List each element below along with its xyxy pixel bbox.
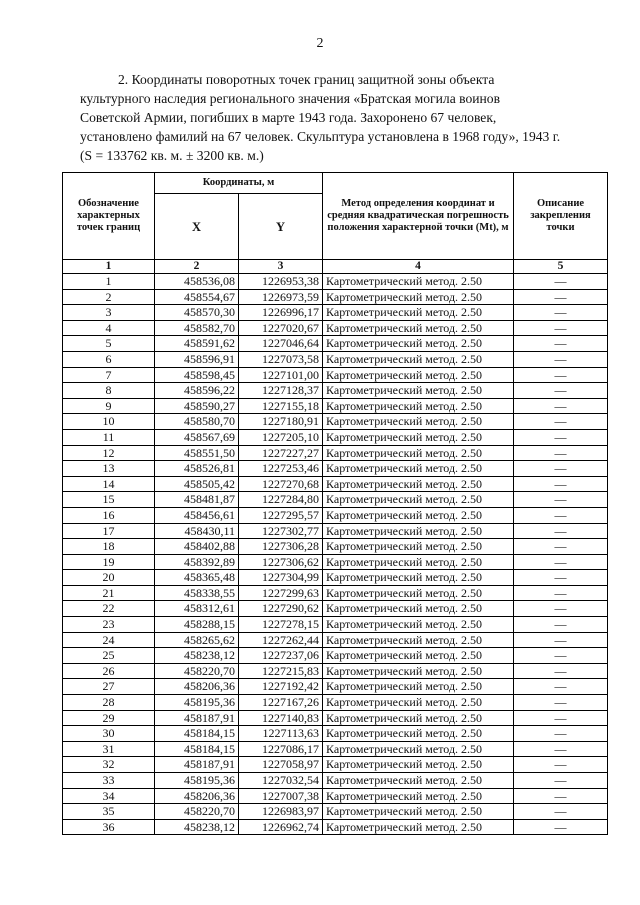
method-cell: Картометрический метод. 2.50	[323, 492, 514, 508]
description-cell: —	[514, 695, 608, 711]
coordinate-x: 458551,50	[155, 445, 239, 461]
point-number: 30	[63, 726, 155, 742]
point-number: 17	[63, 523, 155, 539]
point-number: 6	[63, 351, 155, 367]
point-number: 16	[63, 507, 155, 523]
table-row	[63, 695, 608, 711]
method-cell: Картометрический метод. 2.50	[323, 367, 514, 383]
point-number: 28	[63, 695, 155, 711]
page-number: 2	[316, 36, 324, 51]
coordinate-x: 458220,70	[155, 804, 239, 820]
table-row	[63, 398, 608, 414]
description-cell: —	[514, 819, 608, 835]
description-cell: —	[514, 367, 608, 383]
coordinate-y: 1227304,99	[239, 570, 323, 586]
intro-paragraph	[80, 70, 562, 165]
coordinate-y: 1226953,38	[239, 274, 323, 290]
coordinate-y: 1227299,63	[239, 585, 323, 601]
description-cell: —	[514, 320, 608, 336]
point-number: 23	[63, 617, 155, 633]
description-cell: —	[514, 788, 608, 804]
method-cell: Картометрический метод. 2.50	[323, 414, 514, 430]
coordinate-y: 1227032,54	[239, 773, 323, 789]
table-row	[63, 320, 608, 336]
coordinate-y: 1227058,97	[239, 757, 323, 773]
table-row	[63, 539, 608, 555]
description-cell: —	[514, 710, 608, 726]
point-number: 24	[63, 632, 155, 648]
description-cell: —	[514, 383, 608, 399]
column-number: 1	[63, 260, 155, 274]
coordinate-x: 458430,11	[155, 523, 239, 539]
table-row	[63, 367, 608, 383]
description-cell: —	[514, 554, 608, 570]
coordinate-y: 1227128,37	[239, 383, 323, 399]
point-number: 12	[63, 445, 155, 461]
method-cell: Картометрический метод. 2.50	[323, 383, 514, 399]
coordinate-y: 1227215,83	[239, 663, 323, 679]
method-cell: Картометрический метод. 2.50	[323, 773, 514, 789]
point-number: 21	[63, 585, 155, 601]
point-number: 33	[63, 773, 155, 789]
method-cell: Картометрический метод. 2.50	[323, 305, 514, 321]
coordinate-x: 458206,36	[155, 679, 239, 695]
coordinate-x: 458580,70	[155, 414, 239, 430]
coordinate-x: 458184,15	[155, 726, 239, 742]
table-row	[63, 679, 608, 695]
method-cell: Картометрический метод. 2.50	[323, 585, 514, 601]
point-number: 18	[63, 539, 155, 555]
point-number: 9	[63, 398, 155, 414]
coordinate-y: 1227007,38	[239, 788, 323, 804]
coordinate-x: 458392,89	[155, 554, 239, 570]
table-row	[63, 617, 608, 633]
coordinate-y: 1227227,27	[239, 445, 323, 461]
coordinate-y: 1226962,74	[239, 819, 323, 835]
table-row	[63, 570, 608, 586]
description-cell: —	[514, 289, 608, 305]
coordinate-y: 1227167,26	[239, 695, 323, 711]
method-cell: Картометрический метод. 2.50	[323, 710, 514, 726]
description-cell: —	[514, 804, 608, 820]
header-method: Метод определения координат и средняя квадратическая погрешность положения характерной точки (Мt), м	[323, 173, 514, 260]
coordinate-y: 1227270,68	[239, 476, 323, 492]
description-cell: —	[514, 663, 608, 679]
table-row	[63, 788, 608, 804]
description-cell: —	[514, 648, 608, 664]
coordinate-x: 458312,61	[155, 601, 239, 617]
point-number: 34	[63, 788, 155, 804]
method-cell: Картометрический метод. 2.50	[323, 445, 514, 461]
method-cell: Картометрический метод. 2.50	[323, 679, 514, 695]
method-cell: Картометрический метод. 2.50	[323, 819, 514, 835]
table-row	[63, 804, 608, 820]
coordinate-y: 1226973,59	[239, 289, 323, 305]
coordinate-x: 458567,69	[155, 429, 239, 445]
coordinate-x: 458590,27	[155, 398, 239, 414]
point-number: 1	[63, 274, 155, 290]
method-cell: Картометрический метод. 2.50	[323, 507, 514, 523]
method-cell: Картометрический метод. 2.50	[323, 741, 514, 757]
method-cell: Картометрический метод. 2.50	[323, 429, 514, 445]
table-row	[63, 741, 608, 757]
coordinate-x: 458582,70	[155, 320, 239, 336]
description-cell: —	[514, 585, 608, 601]
coordinate-x: 458591,62	[155, 336, 239, 352]
description-cell: —	[514, 726, 608, 742]
coordinate-y: 1227306,28	[239, 539, 323, 555]
description-cell: —	[514, 601, 608, 617]
coordinate-x: 458195,36	[155, 773, 239, 789]
coordinate-y: 1227073,58	[239, 351, 323, 367]
table-row	[63, 632, 608, 648]
point-number: 8	[63, 383, 155, 399]
coordinate-x: 458220,70	[155, 663, 239, 679]
method-cell: Картометрический метод. 2.50	[323, 570, 514, 586]
point-number: 13	[63, 461, 155, 477]
method-cell: Картометрический метод. 2.50	[323, 695, 514, 711]
table-row	[63, 554, 608, 570]
coordinate-x: 458456,61	[155, 507, 239, 523]
coordinate-y: 1227290,62	[239, 601, 323, 617]
description-cell: —	[514, 274, 608, 290]
method-cell: Картометрический метод. 2.50	[323, 757, 514, 773]
coordinate-y: 1227205,10	[239, 429, 323, 445]
coordinate-x: 458505,42	[155, 476, 239, 492]
table-row	[63, 476, 608, 492]
coordinate-x: 458206,36	[155, 788, 239, 804]
description-cell: —	[514, 539, 608, 555]
coordinates-table	[62, 172, 608, 835]
table-row	[63, 726, 608, 742]
coordinate-y: 1227253,46	[239, 461, 323, 477]
method-cell: Картометрический метод. 2.50	[323, 539, 514, 555]
table-row	[63, 773, 608, 789]
coordinate-y: 1227237,06	[239, 648, 323, 664]
coordinate-y: 1227113,63	[239, 726, 323, 742]
coordinate-x: 458187,91	[155, 757, 239, 773]
coordinate-y: 1226983,97	[239, 804, 323, 820]
table-row	[63, 523, 608, 539]
coordinate-y: 1226996,17	[239, 305, 323, 321]
table-row	[63, 757, 608, 773]
coordinate-y: 1227086,17	[239, 741, 323, 757]
method-cell: Картометрический метод. 2.50	[323, 617, 514, 633]
column-number-row	[63, 260, 608, 274]
header-y: Y	[239, 194, 323, 260]
coordinate-y: 1227306,62	[239, 554, 323, 570]
point-number: 20	[63, 570, 155, 586]
point-number: 27	[63, 679, 155, 695]
table-row	[63, 305, 608, 321]
point-number: 31	[63, 741, 155, 757]
coordinate-x: 458187,91	[155, 710, 239, 726]
description-cell: —	[514, 336, 608, 352]
method-cell: Картометрический метод. 2.50	[323, 663, 514, 679]
point-number: 11	[63, 429, 155, 445]
method-cell: Картометрический метод. 2.50	[323, 648, 514, 664]
method-cell: Картометрический метод. 2.50	[323, 274, 514, 290]
column-number: 5	[514, 260, 608, 274]
table-row	[63, 445, 608, 461]
point-number: 4	[63, 320, 155, 336]
header-point-designation: Обозначение характерных точек границ	[63, 173, 155, 260]
coordinate-x: 458526,81	[155, 461, 239, 477]
description-cell: —	[514, 507, 608, 523]
point-number: 5	[63, 336, 155, 352]
point-number: 35	[63, 804, 155, 820]
coordinate-y: 1227101,00	[239, 367, 323, 383]
table-row	[63, 336, 608, 352]
coordinate-x: 458596,22	[155, 383, 239, 399]
coordinate-x: 458536,08	[155, 274, 239, 290]
table-row	[63, 383, 608, 399]
table-row	[63, 710, 608, 726]
description-cell: —	[514, 461, 608, 477]
coordinate-y: 1227302,77	[239, 523, 323, 539]
coordinate-x: 458265,62	[155, 632, 239, 648]
coordinate-y: 1227046,64	[239, 336, 323, 352]
coordinate-y: 1227278,15	[239, 617, 323, 633]
point-number: 14	[63, 476, 155, 492]
column-number: 3	[239, 260, 323, 274]
description-cell: —	[514, 492, 608, 508]
coordinate-y: 1227020,67	[239, 320, 323, 336]
table-row	[63, 663, 608, 679]
table-row	[63, 289, 608, 305]
coordinate-x: 458554,67	[155, 289, 239, 305]
coordinate-x: 458288,15	[155, 617, 239, 633]
coordinate-x: 458184,15	[155, 741, 239, 757]
description-cell: —	[514, 741, 608, 757]
coordinate-x: 458598,45	[155, 367, 239, 383]
coordinate-x: 458481,87	[155, 492, 239, 508]
column-number: 4	[323, 260, 514, 274]
coordinate-x: 458238,12	[155, 819, 239, 835]
description-cell: —	[514, 414, 608, 430]
point-number: 36	[63, 819, 155, 835]
description-cell: —	[514, 476, 608, 492]
coordinate-x: 458570,30	[155, 305, 239, 321]
description-cell: —	[514, 679, 608, 695]
method-cell: Картометрический метод. 2.50	[323, 523, 514, 539]
coordinate-x: 458365,48	[155, 570, 239, 586]
method-cell: Картометрический метод. 2.50	[323, 804, 514, 820]
table-row	[63, 429, 608, 445]
table-row	[63, 274, 608, 290]
description-cell: —	[514, 632, 608, 648]
description-cell: —	[514, 398, 608, 414]
column-number: 2	[155, 260, 239, 274]
table-row	[63, 492, 608, 508]
point-number: 26	[63, 663, 155, 679]
method-cell: Картометрический метод. 2.50	[323, 320, 514, 336]
method-cell: Картометрический метод. 2.50	[323, 351, 514, 367]
point-number: 22	[63, 601, 155, 617]
coordinate-y: 1227155,18	[239, 398, 323, 414]
table-row	[63, 461, 608, 477]
point-number: 25	[63, 648, 155, 664]
coordinate-y: 1227295,57	[239, 507, 323, 523]
point-number: 32	[63, 757, 155, 773]
table-row	[63, 351, 608, 367]
description-cell: —	[514, 523, 608, 539]
coordinate-x: 458596,91	[155, 351, 239, 367]
table-row	[63, 601, 608, 617]
coordinate-x: 458238,12	[155, 648, 239, 664]
point-number: 2	[63, 289, 155, 305]
description-cell: —	[514, 445, 608, 461]
table-row	[63, 819, 608, 835]
header-coordinates: Координаты, м	[155, 173, 323, 194]
method-cell: Картометрический метод. 2.50	[323, 601, 514, 617]
method-cell: Картометрический метод. 2.50	[323, 336, 514, 352]
coordinate-y: 1227140,83	[239, 710, 323, 726]
header-x: X	[155, 194, 239, 260]
coordinate-x: 458338,55	[155, 585, 239, 601]
description-cell: —	[514, 570, 608, 586]
coordinate-x: 458402,88	[155, 539, 239, 555]
coordinate-y: 1227262,44	[239, 632, 323, 648]
header-description: Описание закрепления точки	[514, 173, 608, 260]
point-number: 10	[63, 414, 155, 430]
coordinate-y: 1227180,91	[239, 414, 323, 430]
method-cell: Картометрический метод. 2.50	[323, 398, 514, 414]
coordinate-x: 458195,36	[155, 695, 239, 711]
table-row	[63, 585, 608, 601]
point-number: 15	[63, 492, 155, 508]
method-cell: Картометрический метод. 2.50	[323, 632, 514, 648]
point-number: 7	[63, 367, 155, 383]
description-cell: —	[514, 757, 608, 773]
description-cell: —	[514, 617, 608, 633]
point-number: 29	[63, 710, 155, 726]
description-cell: —	[514, 351, 608, 367]
description-cell: —	[514, 429, 608, 445]
point-number: 3	[63, 305, 155, 321]
coordinate-y: 1227192,42	[239, 679, 323, 695]
point-number: 19	[63, 554, 155, 570]
description-cell: —	[514, 773, 608, 789]
intro-text: 2. Координаты поворотных точек границ защитной зоны объекта культурного наследия регионального значения «Братская могила воинов Советской Армии, погибших в марте 1943 года. Захоронено 67 человек, установлено фамилий на 67 человек. Скульптура установлена в 1968 году», 1943 г. (S = 133762 кв. м. ± 3200 кв. м.)	[80, 72, 561, 163]
method-cell: Картометрический метод. 2.50	[323, 289, 514, 305]
description-cell: —	[514, 305, 608, 321]
method-cell: Картометрический метод. 2.50	[323, 726, 514, 742]
method-cell: Картометрический метод. 2.50	[323, 788, 514, 804]
method-cell: Картометрический метод. 2.50	[323, 554, 514, 570]
coordinate-y: 1227284,80	[239, 492, 323, 508]
table-row	[63, 648, 608, 664]
method-cell: Картометрический метод. 2.50	[323, 461, 514, 477]
method-cell: Картометрический метод. 2.50	[323, 476, 514, 492]
table-row	[63, 507, 608, 523]
table-row	[63, 414, 608, 430]
